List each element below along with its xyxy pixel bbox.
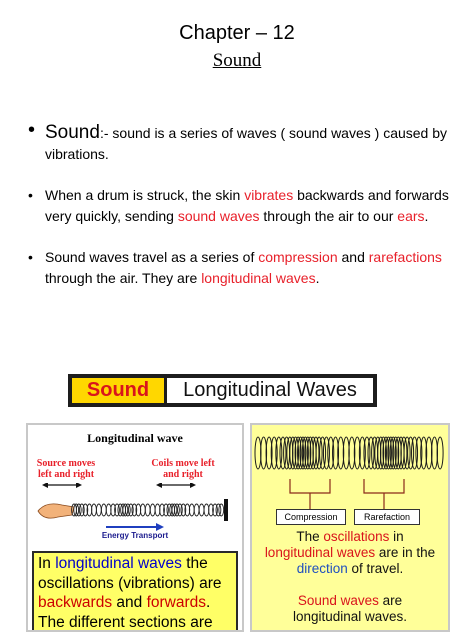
text-run: of travel. — [347, 561, 404, 576]
text-run: When a drum is struck, the skin — [45, 187, 245, 203]
text-run: are in the — [375, 545, 436, 560]
bullet-lead: Sound — [45, 122, 100, 143]
text-run: the oscillations (vibrations) are — [38, 555, 222, 592]
rarefaction-label: Rarefaction — [354, 509, 420, 525]
longitudinal-wave-diagram — [26, 423, 244, 632]
compression-rarefaction-diagram — [250, 423, 450, 632]
wall-icon — [224, 499, 228, 521]
bullet-text — [45, 247, 460, 289]
highlight-longitudinal-waves: longitudinal waves — [201, 270, 316, 286]
diagram-title: Longitudinal wave — [87, 431, 183, 445]
spring-coils — [72, 504, 224, 516]
energy-arrow-icon — [106, 523, 164, 531]
hand-icon — [38, 504, 74, 518]
highlight-longitudinal-waves: longitudinal waves — [55, 555, 182, 572]
highlight-forwards: forwards — [146, 594, 207, 611]
double-arrow-right-icon — [156, 483, 196, 488]
highlight-rarefactions: rarefactions — [368, 249, 442, 265]
double-arrow-left-icon — [42, 483, 82, 488]
topic-title — [0, 50, 474, 72]
text-run: In — [38, 555, 56, 572]
highlight-compression: compression — [258, 249, 338, 265]
text-run: through the air. They are — [45, 270, 202, 286]
topic-banner — [68, 374, 377, 407]
highlight-vibrates: vibrates — [244, 187, 294, 203]
longitudinal-explanation-box — [32, 551, 238, 632]
bullet-dot-icon: • — [28, 249, 33, 265]
text-run: Sound waves travel as a series of — [45, 249, 259, 265]
coil-spring-diagram — [252, 431, 448, 511]
topic-title-text: Sound — [212, 50, 262, 71]
text-run: and — [112, 594, 147, 611]
text-run: and — [337, 249, 369, 265]
highlight-backwards: backwards — [38, 594, 113, 611]
bullet-text — [45, 185, 460, 227]
source-moves-label: Source moves left and right — [36, 458, 96, 480]
highlight-sound-waves: sound waves — [177, 208, 260, 224]
spring-coils — [255, 437, 443, 469]
compression-label: Compression — [276, 509, 346, 525]
text-run: through the air to our — [259, 208, 398, 224]
banner-sound-label: Sound — [72, 378, 164, 403]
bullet-body: sound is a series of waves ( sound waves ) caused by vibrations. — [45, 125, 448, 162]
bullet-sep: :- — [99, 125, 109, 141]
bullet-dot-icon: • — [28, 119, 36, 141]
text-run: . — [315, 270, 320, 286]
highlight-longitudinal-waves: longitudinal waves — [264, 545, 376, 560]
text-run: in — [389, 529, 404, 544]
highlight-sound-waves: Sound waves — [297, 593, 379, 608]
chapter-title: Chapter – 12 — [179, 22, 295, 44]
bracket-lines-icon — [290, 479, 404, 509]
text-run: backwards and forwards very quickly, sending — [45, 187, 449, 224]
bullet-text — [45, 122, 460, 165]
coils-move-label: Coils move left and right — [151, 458, 215, 480]
highlight-direction: direction — [296, 561, 348, 576]
energy-transport-label: Energy Transport — [101, 531, 169, 540]
sound-waves-statement — [264, 593, 436, 625]
text-run: are longitudinal waves. — [292, 593, 408, 624]
text-run: . — [424, 208, 429, 224]
oscillation-direction-text — [264, 529, 436, 577]
highlight-ears: ears — [397, 208, 425, 224]
banner-longitudinal-label: Longitudinal Waves — [167, 378, 373, 403]
text-run: The — [296, 529, 324, 544]
text-run: . The different sections are — [38, 594, 213, 631]
highlight-oscillations: oscillations — [323, 529, 390, 544]
bullet-dot-icon: • — [28, 187, 33, 203]
